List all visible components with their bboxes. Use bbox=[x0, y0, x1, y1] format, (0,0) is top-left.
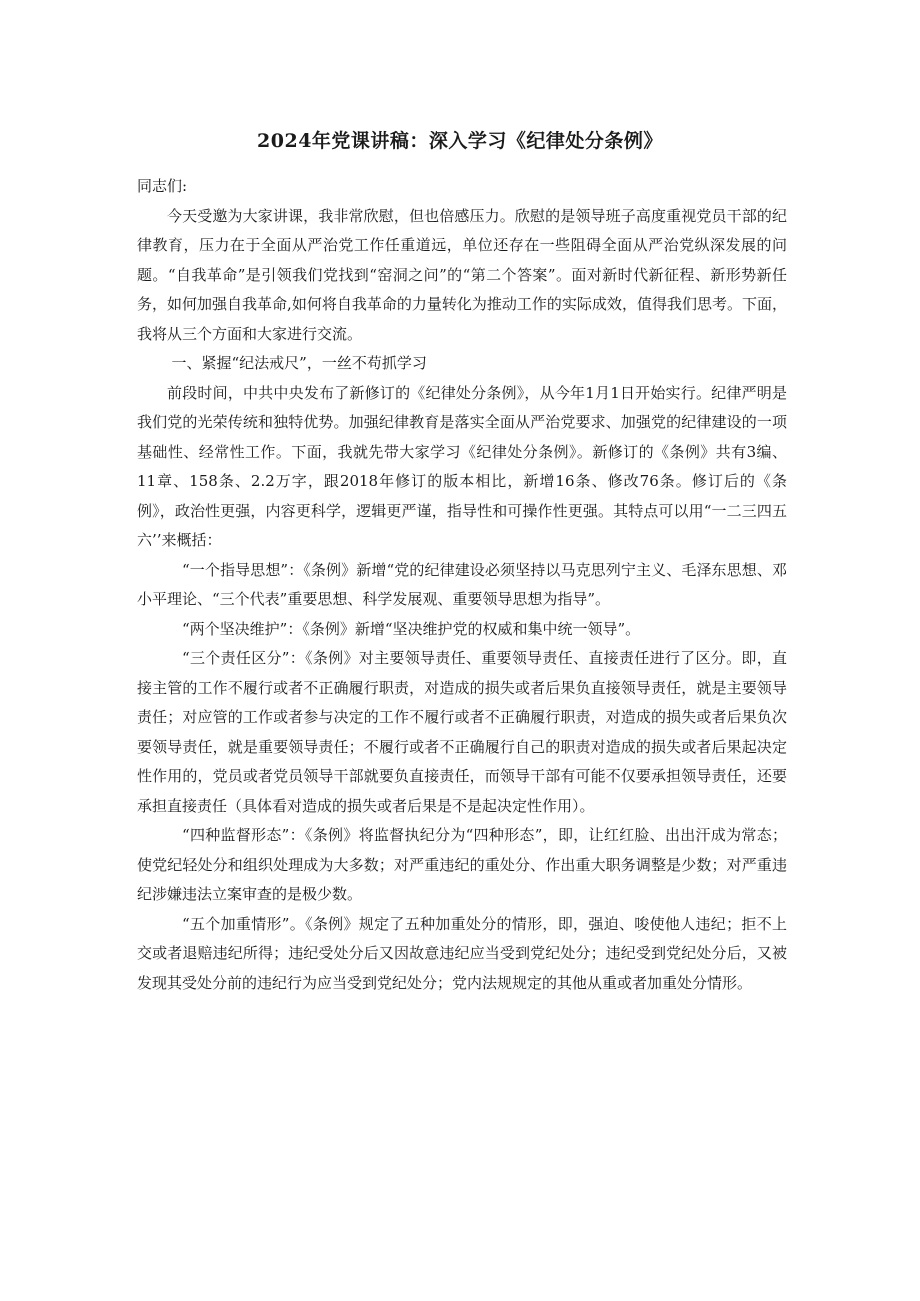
paragraph-three-responsibilities: “三个责任区分”：《条例》对主要领导责任、重要领导责任、直接责任进行了区分。即，直接主管的工作不履行或者不正确履行职责，对造成的损失或者后果负直接领导责任，就是主要领导责任；对应管的工作或者参与决定的工作不履行或者不正确履行职责，对造成的损失或者后果负次要领导责任，就是重要领导责任；不履行或者不正确履行自己的职责对造成的损失或者后果起决定性作用的，党员或者党员领导干部就要负直接责任，而领导干部有可能不仅要承担领导责任，还要承担直接责任（具体看对造成的损失或者后果是不是起决定性作用）。 bbox=[137, 649, 787, 815]
document-title: 2024年党课讲稿：深入学习《纪律处分条例》 bbox=[257, 130, 663, 152]
paragraph-regulation-overview: 前段时间，中共中央发布了新修订的《纪律处分条例》，从今年1月1日开始实行。纪律严明是我们党的光荣传统和独特优势。加强纪律教育是落实全面从严治党要求、加强党的纪律建设的一项基础性、经常性工作。下面，我就先带大家学习《纪律处分条例》。新修订的《条例》共有3编、11章、158条、2.2万字，跟2018年修订的版本相比，新增16条、修改76条。修订后的《条例》，政治性更强，内容更科学，逻辑更严谨，指导性和可操作性更强。其特点可以用“一二三四五六’’来概括： bbox=[137, 383, 787, 549]
paragraph-four-supervision-forms: “四种监督形态”：《条例》将监督执纪分为“四种形态”，即，让红红脸、出出汗成为常态；使党纪轻处分和组织处理成为大多数；对严重违纪的重处分、作出重大职务调整是少数；对严重违纪涉嫌违法立案审查的是极少数。 bbox=[137, 826, 787, 903]
paragraph-one-guiding-thought: “一个指导思想”：《条例》新增“党的纪律建设必须坚持以马克思列宁主义、毛泽东思想、邓小平理论、“三个代表”重要思想、科学发展观、重要领导思想为指导”。 bbox=[137, 560, 787, 608]
salutation: 同志们: bbox=[137, 177, 188, 195]
paragraph-two-resolute-upholds: “两个坚决维护”：《条例》新增“坚决维护党的权威和集中统一领导”。 bbox=[182, 619, 641, 638]
document-body bbox=[137, 172, 787, 998]
section-heading-1: 一、紧握“纪法戒尺”，一丝不苟抓学习 bbox=[171, 354, 427, 372]
paragraph-intro: 今天受邀为大家讲课，我非常欣慰，但也倍感压力。欣慰的是领导班子高度重视党员干部的纪律教育，压力在于全面从严治党工作任重道远，单位还存在一些阻碍全面从严治党纵深发展的问题。“自我革命”是引领我们党找到“窑洞之问”的“第二个答案”。面对新时代新征程、新形势新任务，如何加强自我革命,如何将自我革命的力量转化为推动工作的实际成效，值得我们思考。下面，我将从三个方面和大家进行交流。 bbox=[137, 206, 787, 343]
paragraph-five-aggravating-circumstances: “五个加重情形”。《条例》规定了五种加重处分的情形，即，强迫、唆使他人违纪；拒不上交或者退赔违纪所得；违纪受处分后又因故意违纪应当受到党纪处分；违纪受到党纪处分后，又被发现其受处分前的违纪行为应当受到党纪处分；党内法规规定的其他从重或者加重处分情形。 bbox=[137, 914, 787, 992]
